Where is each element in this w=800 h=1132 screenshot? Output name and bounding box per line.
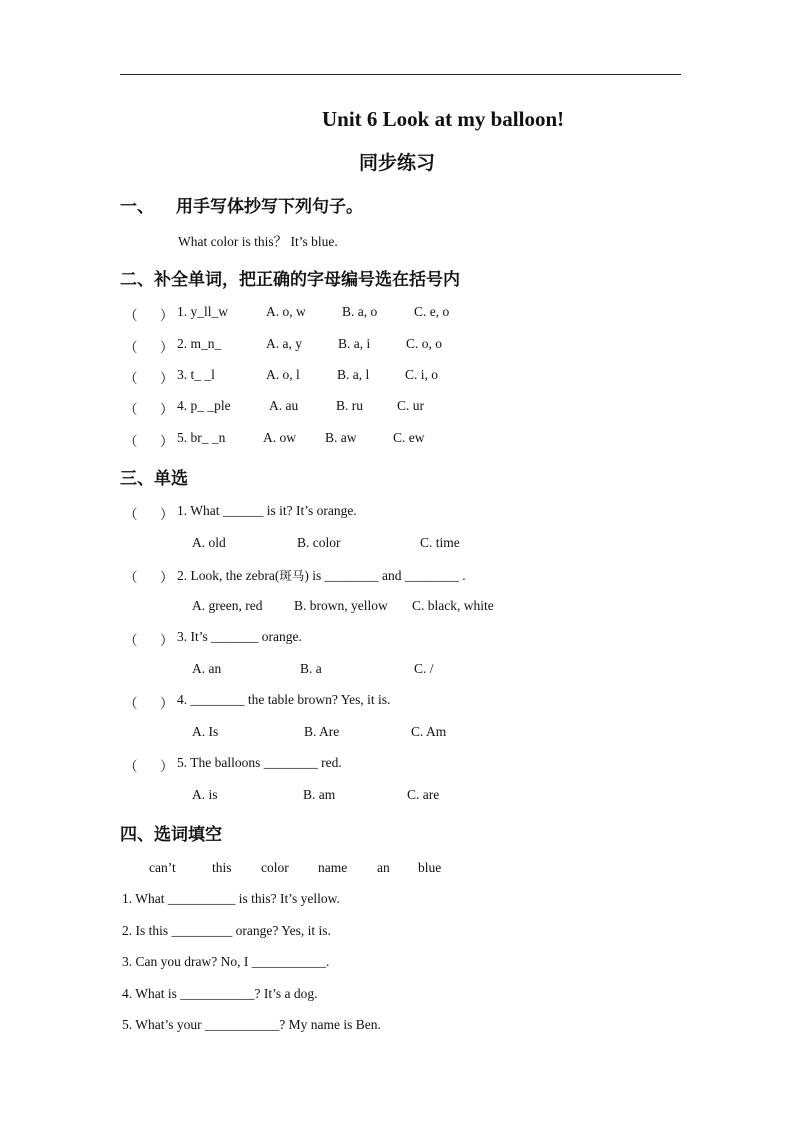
answer-paren-open: （ bbox=[124, 507, 138, 522]
answer-paren-close: ） bbox=[160, 696, 174, 711]
page-subtitle: 同步练习 bbox=[359, 152, 436, 174]
option-a: A. Is bbox=[192, 724, 219, 739]
word-bank-item: name bbox=[318, 860, 348, 875]
question-text: 3. t_ _l bbox=[177, 367, 215, 382]
option-b: B. am bbox=[303, 787, 336, 802]
question-text: 3. It’s _______ orange. bbox=[177, 629, 302, 644]
section4-heading: 四、选词填空 bbox=[120, 825, 222, 845]
answer-paren-open: （ bbox=[124, 696, 138, 711]
fill-sentence: 1. What __________ is this? It’s yellow. bbox=[122, 891, 340, 906]
section1-sentence: What color is this？ It’s blue. bbox=[178, 234, 338, 249]
option-a: A. ow bbox=[263, 430, 296, 445]
option-b: B. a, o bbox=[342, 304, 378, 319]
section1-heading: 用手写体抄写下列句子。 bbox=[176, 197, 363, 217]
option-a: A. o, w bbox=[266, 304, 306, 319]
option-c: C. black, white bbox=[412, 598, 494, 613]
option-a: A. an bbox=[192, 661, 222, 676]
option-b: B. color bbox=[297, 535, 341, 550]
page-title: Unit 6 Look at my balloon! bbox=[322, 107, 565, 131]
question-text: 2. m_n_ bbox=[177, 336, 222, 351]
answer-paren-close: ） bbox=[160, 570, 174, 585]
word-bank-item: this bbox=[212, 860, 232, 875]
question-text: 4. p_ _ple bbox=[177, 398, 231, 413]
answer-paren-close: ） bbox=[160, 759, 174, 774]
option-c: C. i, o bbox=[405, 367, 439, 382]
option-c: C. e, o bbox=[414, 304, 450, 319]
option-b: B. aw bbox=[325, 430, 357, 445]
answer-paren-close: ） bbox=[160, 434, 174, 449]
question-text bbox=[177, 566, 466, 584]
answer-paren-open: （ bbox=[124, 340, 138, 355]
option-b: B. ru bbox=[336, 398, 363, 413]
option-c: C. ur bbox=[397, 398, 424, 413]
option-c: C. time bbox=[420, 535, 460, 550]
fill-sentence: 4. What is ___________? It’s a dog. bbox=[122, 986, 318, 1001]
option-c: C. ew bbox=[393, 430, 425, 445]
option-c: C. / bbox=[414, 661, 434, 676]
answer-paren-close: ） bbox=[160, 340, 174, 355]
answer-paren-open: （ bbox=[124, 570, 138, 585]
section3-heading: 三、单选 bbox=[120, 469, 188, 489]
question-text-end: ) is ________ and ________ . bbox=[304, 568, 466, 583]
option-a: A. a, y bbox=[266, 336, 302, 351]
answer-paren-close: ） bbox=[160, 507, 174, 522]
option-b: B. a bbox=[300, 661, 322, 676]
answer-paren-close: ） bbox=[160, 371, 174, 386]
answer-paren-open: （ bbox=[124, 434, 138, 449]
question-text: 1. y_ll_w bbox=[177, 304, 229, 319]
word-bank-item: an bbox=[377, 860, 390, 875]
answer-paren-open: （ bbox=[124, 402, 138, 417]
option-a: A. is bbox=[192, 787, 218, 802]
answer-paren-open: （ bbox=[124, 633, 138, 648]
answer-paren-close: ） bbox=[160, 308, 174, 323]
fill-sentence: 5. What’s your ___________? My name is Ben. bbox=[122, 1017, 381, 1032]
option-b: B. a, l bbox=[337, 367, 370, 382]
answer-paren-close: ） bbox=[160, 402, 174, 417]
section2-heading: 二、补全单词，把正确的字母编号选在括号内 bbox=[120, 270, 460, 290]
option-a: A. old bbox=[192, 535, 226, 550]
answer-paren-open: （ bbox=[124, 371, 138, 386]
word-bank-item: color bbox=[261, 860, 289, 875]
section1-heading-number: 一、 bbox=[120, 197, 154, 217]
word-bank-item: can’t bbox=[149, 860, 176, 875]
word-bank-item: blue bbox=[418, 860, 442, 875]
option-b: B. Are bbox=[304, 724, 340, 739]
option-a: A. au bbox=[269, 398, 299, 413]
header-rule bbox=[120, 74, 681, 75]
question-text: 4. ________ the table brown? Yes, it is. bbox=[177, 692, 391, 707]
fill-sentence: 2. Is this _________ orange? Yes, it is. bbox=[122, 923, 331, 938]
option-c: C. o, o bbox=[406, 336, 443, 351]
option-c: C. are bbox=[407, 787, 440, 802]
question-text: 1. What ______ is it? It’s orange. bbox=[177, 503, 357, 518]
option-b: B. a, i bbox=[338, 336, 371, 351]
question-text: 5. br_ _n bbox=[177, 430, 226, 445]
question-text: 5. The balloons ________ red. bbox=[177, 755, 342, 770]
answer-paren-open: （ bbox=[124, 759, 138, 774]
option-a: A. green, red bbox=[192, 598, 263, 613]
question-text-chinese: 斑马 bbox=[279, 568, 305, 583]
option-a: A. o, l bbox=[266, 367, 300, 382]
fill-sentence: 3. Can you draw? No, I ___________. bbox=[122, 954, 330, 969]
option-b: B. brown, yellow bbox=[294, 598, 388, 613]
option-c: C. Am bbox=[411, 724, 447, 739]
answer-paren-open: （ bbox=[124, 308, 138, 323]
question-text-start: 2. Look, the zebra( bbox=[177, 568, 280, 583]
answer-paren-close: ） bbox=[160, 633, 174, 648]
